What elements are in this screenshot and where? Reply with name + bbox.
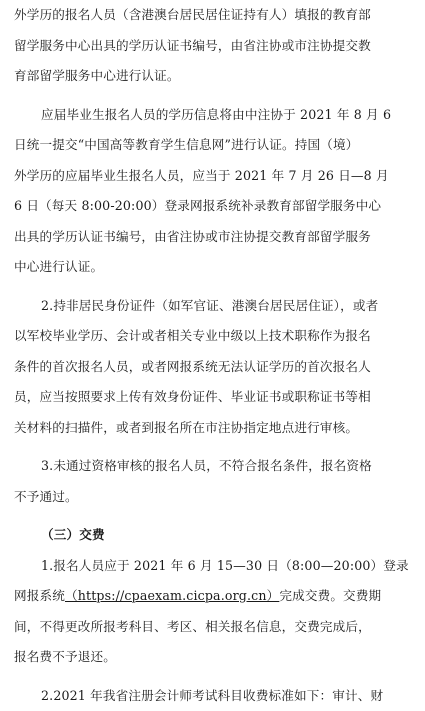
text-line: 员，应当按照要求上传有效身份证件、毕业证书或职称证书等相 bbox=[14, 382, 415, 413]
text-line: 日统一提交“中国高等教育学生信息网”进行认证。持国（境） bbox=[14, 130, 415, 161]
text-fragment: 完成交费。交费期 bbox=[279, 588, 381, 603]
text-line: 外学历的应届毕业生报名人员，应当于 2021 年 7 月 26 日—8 月 bbox=[14, 161, 415, 192]
text-line: 3.未通过资格审核的报名人员，不符合报名条件，报名资格 bbox=[14, 451, 415, 482]
text-line: 外学历的报名人员（含港澳台居民居住证持有人）填报的教育部 bbox=[14, 0, 415, 31]
text-line: 条件的首次报名人员，或者网报系统无法认证学历的首次报名人 bbox=[14, 352, 415, 383]
text-line: 2.持非居民身份证件（如军官证、港澳台居民居住证），或者 bbox=[14, 291, 415, 322]
registration-website-link[interactable]: （https://cpaexam.cicpa.org.cn） bbox=[65, 588, 279, 603]
paragraph-foreign-degree bbox=[14, 0, 415, 92]
text-line: 以军校毕业学历、会计或者相关专业中级以上技术职称作为报名 bbox=[14, 321, 415, 352]
text-line: 不予通过。 bbox=[14, 482, 415, 513]
text-line: 间，不得更改所报考科目、考区、相关报名信息，交费完成后， bbox=[14, 612, 415, 643]
paragraph-fee-payment bbox=[14, 551, 415, 673]
paragraph-graduates bbox=[14, 100, 415, 283]
text-line: 6 日（每天 8:00-20:00）登录网报系统补录教育部留学服务中心 bbox=[14, 191, 415, 222]
text-line: 留学服务中心出具的学历认证书编号，由省注协或市注协提交教 bbox=[14, 31, 415, 62]
text-line: 应届毕业生报名人员的学历信息将由中注协于 2021 年 8 月 6 bbox=[14, 100, 415, 131]
text-fragment: 网报系统 bbox=[14, 588, 65, 603]
section-heading-fees: （三）交费 bbox=[14, 520, 415, 551]
text-line-fee-standard: 2.2021 年我省注册会计师考试科目收费标准如下：审计、财 bbox=[14, 681, 415, 711]
text-line: 出具的学历认证书编号，由省注协或市注协提交教育部留学服务 bbox=[14, 222, 415, 253]
text-line: 关材料的扫描件，或者到报名所在市注协指定地点进行审核。 bbox=[14, 413, 415, 444]
text-line: 育部留学服务中心进行认证。 bbox=[14, 61, 415, 92]
paragraph-failed-review bbox=[14, 451, 415, 512]
text-line: 1.报名人员应于 2021 年 6 月 15—30 日（8:00—20:00）登录 bbox=[14, 551, 415, 582]
text-line: 中心进行认证。 bbox=[14, 252, 415, 283]
paragraph-id-documents bbox=[14, 291, 415, 444]
text-line bbox=[14, 581, 415, 612]
text-line: 报名费不予退还。 bbox=[14, 642, 415, 673]
